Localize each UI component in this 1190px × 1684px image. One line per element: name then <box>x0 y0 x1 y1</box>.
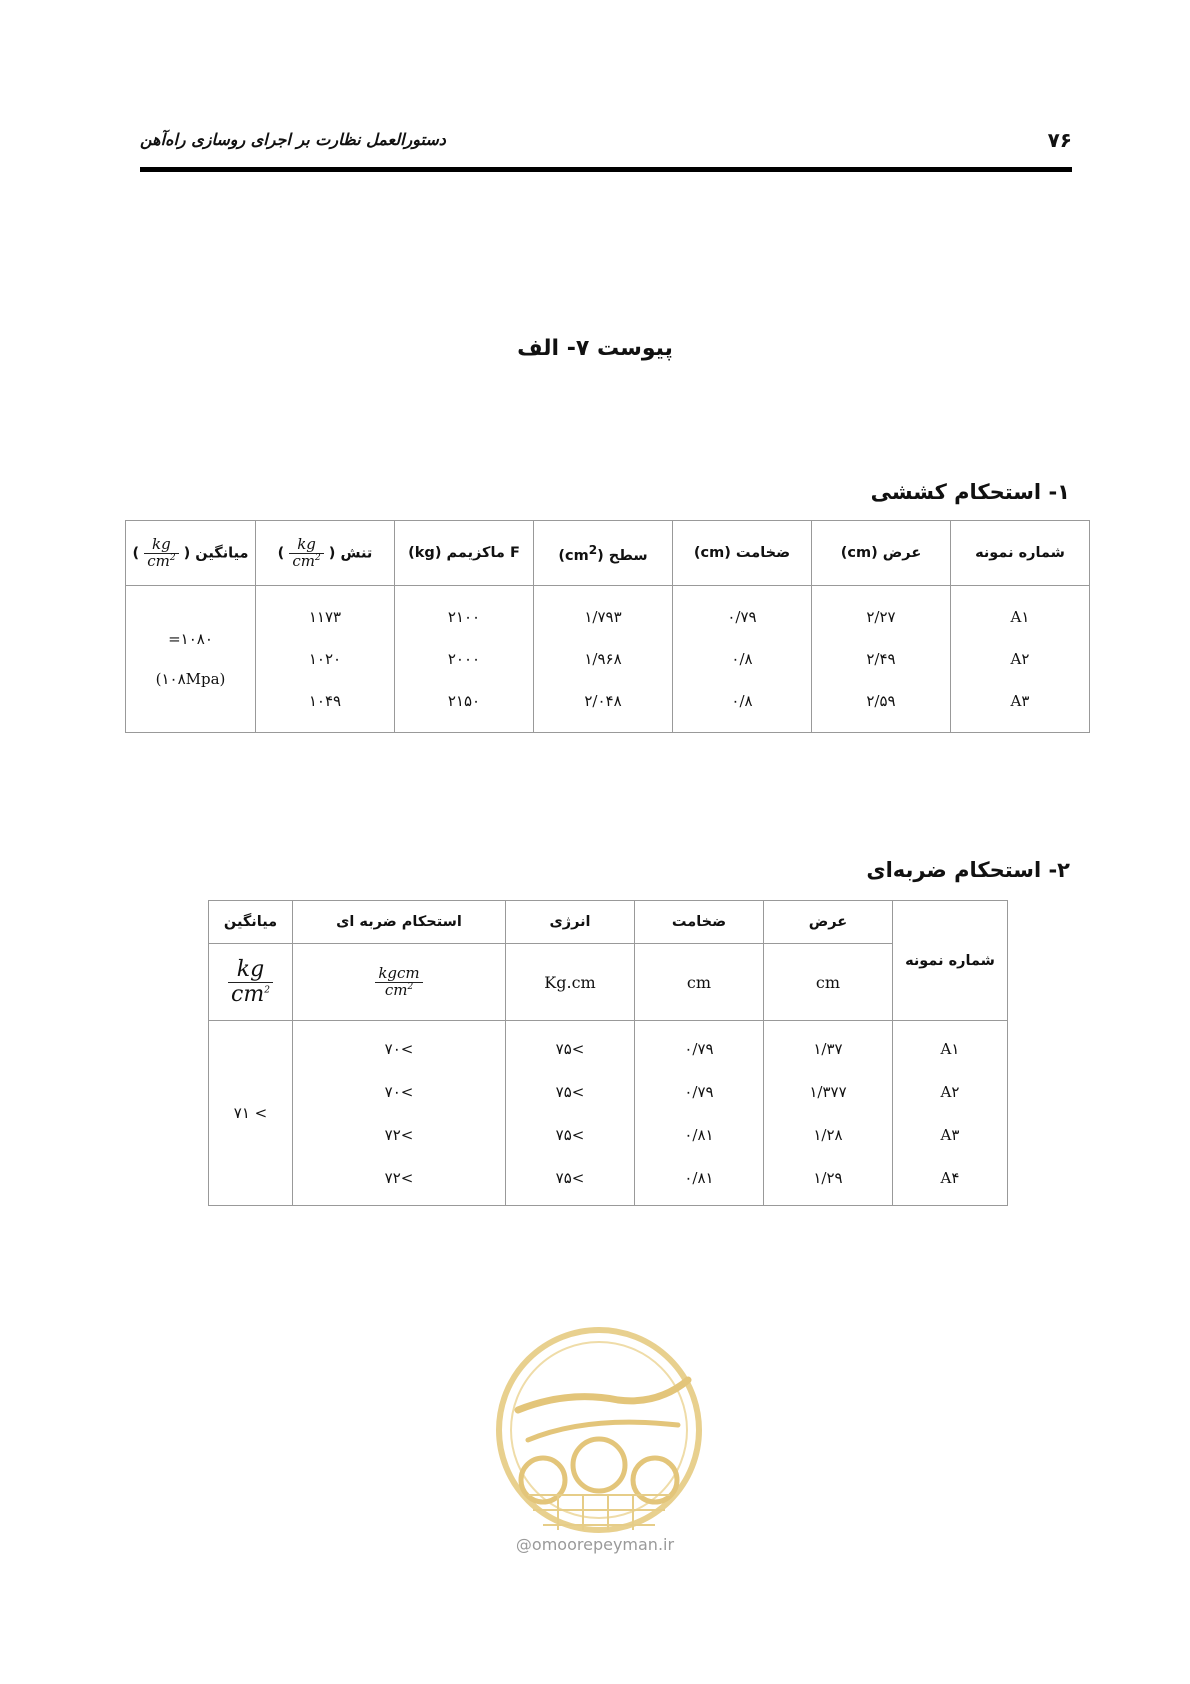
cell-force: ۲۱۵۰ <box>395 680 534 733</box>
average-value: ۱۰۸۰= <box>168 630 213 648</box>
cell-area: ۲/۰۴۸ <box>534 680 673 733</box>
col-thickness: ضخامت (cm) <box>673 521 812 586</box>
cell-thickness: ۰/۷۹ <box>635 1070 764 1113</box>
cell-sample: A۳ <box>951 680 1090 733</box>
cell-thickness: ۰/۸ <box>673 638 812 680</box>
cell-impact: >۷۰ <box>293 1070 506 1113</box>
cell-stress: ۱۰۲۰ <box>256 638 395 680</box>
cell-sample: A۴ <box>893 1156 1008 1206</box>
col-width: عرض <box>764 901 893 944</box>
table-header-row <box>209 901 1008 944</box>
cell-width: ۱/۳۷ <box>764 1021 893 1071</box>
impact-strength-table <box>208 900 1008 1206</box>
unit-impact <box>293 944 506 1021</box>
cell-sample: A۲ <box>893 1070 1008 1113</box>
table-units-row <box>209 944 1008 1021</box>
cell-thickness: ۰/۷۹ <box>673 586 812 639</box>
table-row <box>126 638 1090 680</box>
cell-thickness: ۰/۸۱ <box>635 1113 764 1156</box>
unit-average <box>209 944 293 1021</box>
cell-average <box>126 586 256 733</box>
cell-thickness: ۰/۸۱ <box>635 1156 764 1206</box>
unit-thickness: cm <box>635 944 764 1021</box>
cell-force: ۲۱۰۰ <box>395 586 534 639</box>
unit-width: cm <box>764 944 893 1021</box>
watermark-url: @omoorepeyman.ir <box>515 1535 675 1554</box>
tensile-strength-table <box>125 520 1090 733</box>
cell-width: ۱/۲۹ <box>764 1156 893 1206</box>
watermark-logo <box>488 1320 710 1570</box>
table-row <box>209 1070 1008 1113</box>
page-number: ۷۶ <box>1047 128 1072 152</box>
col-average: میانگین <box>209 901 293 944</box>
table-row <box>209 1156 1008 1206</box>
cell-energy: >۷۵ <box>506 1070 635 1113</box>
cell-impact: >۷۲ <box>293 1156 506 1206</box>
cell-width: ۲/۵۹ <box>812 680 951 733</box>
cell-stress: ۱۱۷۳ <box>256 586 395 639</box>
table-row <box>209 1113 1008 1156</box>
cell-sample: A۲ <box>951 638 1090 680</box>
cell-width: ۲/۴۹ <box>812 638 951 680</box>
header-rule <box>140 167 1072 172</box>
cell-force: ۲۰۰۰ <box>395 638 534 680</box>
cell-stress: ۱۰۴۹ <box>256 680 395 733</box>
cell-energy: >۷۵ <box>506 1113 635 1156</box>
col-average: میانگین ( $\frac{kg}{cm^2}$ ) <box>126 521 256 586</box>
col-impact: استحکام ضربه ای <box>293 901 506 944</box>
cell-width: ۱/۲۸ <box>764 1113 893 1156</box>
col-stress: تنش ( $\frac{kg}{cm^2}$ ) <box>256 521 395 586</box>
appendix-title: پیوست ۷- الف <box>517 336 673 361</box>
col-width: عرض (cm) <box>812 521 951 586</box>
unit-fraction: $\frac{\text{kgcm}}{cm^2}$ <box>375 966 422 999</box>
unit-fraction: $\frac{kg}{cm^2}$ <box>289 537 323 570</box>
table-row <box>126 586 1090 639</box>
cell-impact: >۷۰ <box>293 1021 506 1071</box>
unit-energy: Kg.cm <box>506 944 635 1021</box>
cell-width: ۱/۳۷۷ <box>764 1070 893 1113</box>
col-energy: انرژی <box>506 901 635 944</box>
section2-title: ۲- استحکام ضربه‌ای <box>866 858 1070 882</box>
cell-sample: A۳ <box>893 1113 1008 1156</box>
col-sample: شماره نمونه <box>951 521 1090 586</box>
cell-impact: >۷۲ <box>293 1113 506 1156</box>
table-header-row <box>126 521 1090 586</box>
cell-energy: >۷۵ <box>506 1156 635 1206</box>
running-title: دستورالعمل نظارت بر اجرای روسازی راه‌آهن <box>140 130 446 149</box>
page-header <box>140 128 1072 168</box>
cell-sample: A۱ <box>951 586 1090 639</box>
table-row <box>126 680 1090 733</box>
col-force: F ماکزیمم (kg) <box>395 521 534 586</box>
col-area: سطح $(cm^2)$ <box>534 521 673 586</box>
cell-area: ۱/۷۹۳ <box>534 586 673 639</box>
average-mpa: (۱۰۸Mpa) <box>155 670 226 688</box>
col-thickness: ضخامت <box>635 901 764 944</box>
cell-energy: >۷۵ <box>506 1021 635 1071</box>
cell-sample: A۱ <box>893 1021 1008 1071</box>
unit-fraction: $\frac{kg}{cm^2}$ <box>144 537 178 570</box>
cell-width: ۲/۲۷ <box>812 586 951 639</box>
cell-thickness: ۰/۸ <box>673 680 812 733</box>
cell-average: > ۷۱ <box>209 1021 293 1206</box>
col-sample: شماره نمونه <box>893 901 1008 1021</box>
section1-title: ۱- استحکام کششی <box>870 480 1070 504</box>
cell-area: ۱/۹۶۸ <box>534 638 673 680</box>
cell-thickness: ۰/۷۹ <box>635 1021 764 1071</box>
table-row <box>209 1021 1008 1071</box>
unit-fraction: $\frac{kg}{cm^2}$ <box>228 958 273 1005</box>
